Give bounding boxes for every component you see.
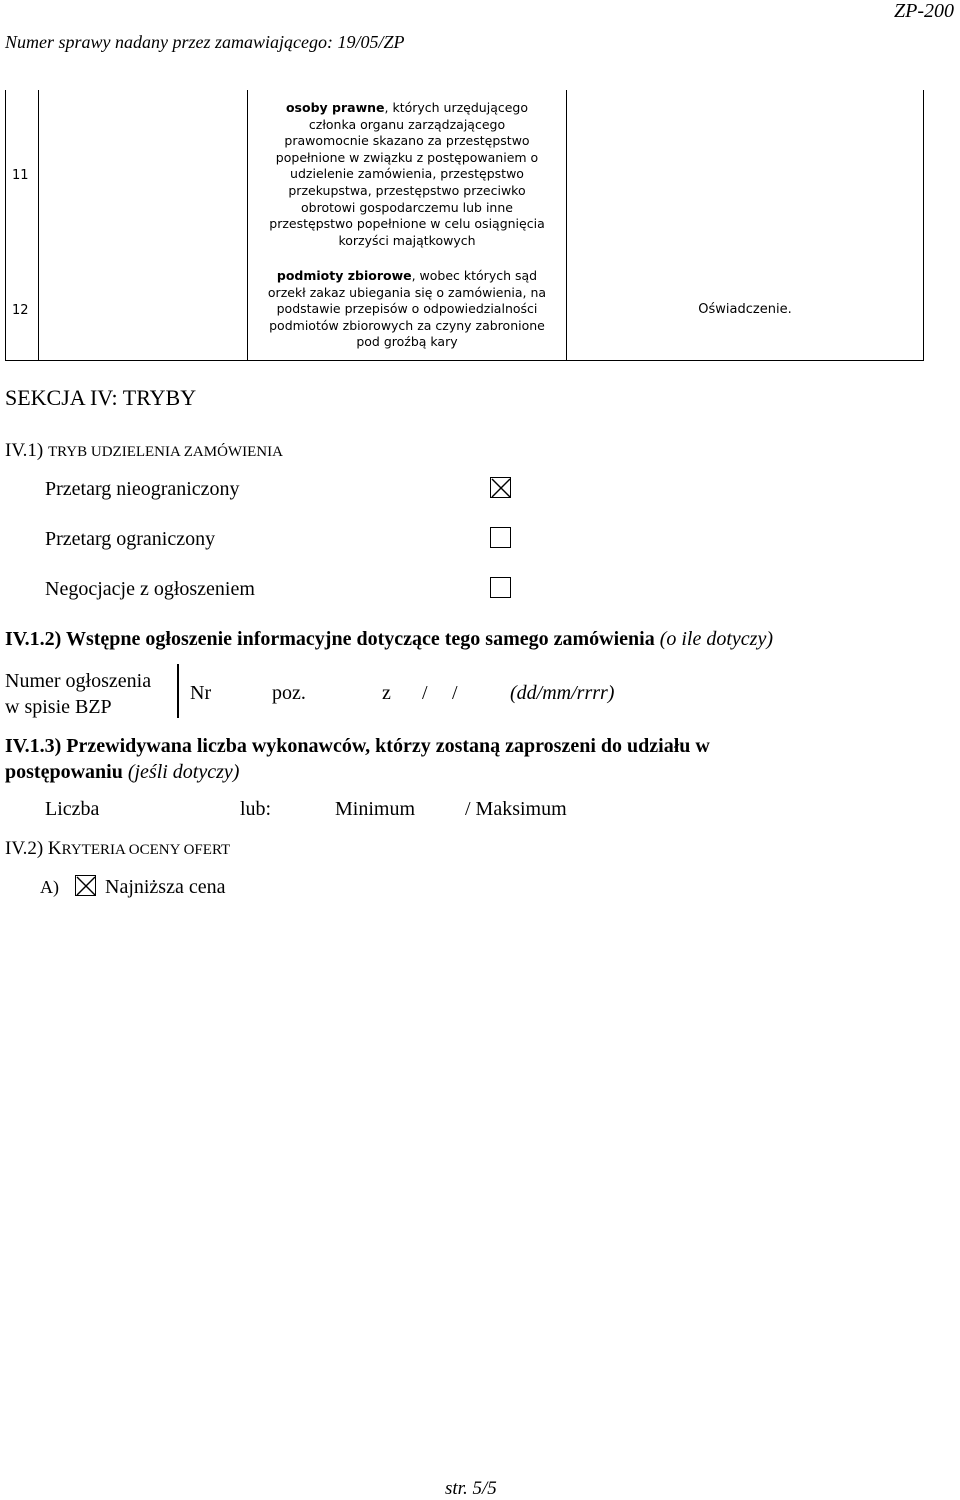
text-line: obrotowi gospodarczemu lub inne — [301, 199, 513, 215]
iv13-title: IV.1.3) Przewidywana liczba wykonawców, którzy zostaną zaproszeni do udziału w — [5, 735, 710, 757]
liczba-label: Liczba — [45, 798, 100, 820]
mode-label: Negocjacje z ogłoszeniem — [45, 578, 255, 600]
iv2-prefix: IV.2) K — [5, 838, 62, 859]
date-slash: / — [422, 682, 428, 704]
mode-checkbox-checked[interactable] — [490, 477, 511, 498]
text-line: popełnione w związku z postępowaniem o — [275, 149, 539, 165]
row-description — [248, 100, 566, 249]
page-number: str. 5/5 — [445, 1478, 497, 1499]
text-line: , których urzędującego — [384, 100, 529, 115]
text-line: podmiotów zbiorowych za czyny zabronione — [269, 317, 545, 333]
bold-term: osoby prawne — [285, 100, 385, 115]
iv1-title: TRYB UDZIELENIA ZAMÓWIENIA — [47, 444, 283, 460]
bzp-label-line: Numer ogłoszenia — [5, 670, 152, 692]
iv1-heading — [5, 440, 283, 462]
maksimum-label: / Maksimum — [465, 798, 567, 820]
iv13-heading — [5, 733, 710, 785]
minimum-label: Minimum — [335, 798, 416, 820]
date-format: (dd/mm/rrrr) — [510, 682, 615, 704]
text-line: przestępstwo popełnione w celu osiągnięcia — [269, 216, 545, 232]
criterion-checkbox-checked[interactable] — [75, 875, 96, 896]
mode-checkbox[interactable] — [490, 577, 511, 598]
case-number: Numer sprawy nadany przez zamawiającego: 19/05/ZP — [5, 32, 405, 52]
cross-icon — [491, 478, 512, 499]
text-line: korzyści majątkowych — [338, 232, 476, 248]
bzp-label — [5, 668, 151, 720]
criterion-label: Najniższa cena — [105, 876, 226, 898]
z-label: z — [382, 682, 391, 704]
text-line: orzekł zakaz ubiegania się o zamówienia, na — [267, 284, 547, 300]
row-description — [248, 268, 566, 351]
nr-label: Nr — [190, 682, 212, 704]
text-line: prawomocnie skazano za przestępstwo — [284, 133, 530, 149]
requirements-table — [5, 90, 953, 360]
criterion-letter: A) — [40, 877, 59, 897]
iv12-title: IV.1.2) Wstępne ogłoszenie informacyjne dotyczące tego samego zamówienia — [5, 628, 655, 650]
text-line: członka organu zarządzającego — [308, 116, 506, 132]
mode-label: Przetarg nieograniczony — [45, 478, 240, 500]
cross-icon — [76, 876, 97, 897]
iv1-prefix: IV.1) — [5, 440, 48, 461]
text-line: pod groźbą kary — [356, 334, 458, 350]
section-title: SEKCJA IV: TRYBY — [5, 385, 197, 410]
date-slash: / — [452, 682, 458, 704]
iv2-title: RYTERIA OCENY OFERT — [61, 842, 231, 858]
iv2-heading — [5, 838, 230, 860]
text-line: podstawie przepisów o odpowiedzialności — [276, 301, 538, 317]
required-document: Oświadczenie. — [698, 302, 792, 317]
iv12-note: (o ile dotyczy) — [654, 628, 773, 650]
text-line: udzielenie zamówienia, przestępstwo — [290, 166, 524, 182]
text-line: przekupstwa, przestępstwo przeciwko — [288, 182, 526, 198]
row-number: 12 — [12, 303, 29, 318]
bzp-label-line: w spisie BZP — [5, 696, 112, 718]
lub-label: lub: — [240, 798, 272, 820]
poz-label: poz. — [272, 682, 306, 704]
mode-label: Przetarg ograniczony — [45, 528, 216, 550]
mode-checkbox[interactable] — [490, 527, 511, 548]
bold-term: podmioty zbiorowe — [276, 268, 412, 283]
divider — [177, 664, 179, 718]
text-line: , wobec których sąd — [411, 268, 538, 283]
iv13-title: postępowaniu — [5, 761, 123, 783]
iv13-note: (jeśli dotyczy) — [122, 761, 240, 783]
iv12-heading — [5, 628, 773, 651]
row-number: 11 — [12, 168, 29, 183]
form-code: ZP-200 — [894, 0, 954, 22]
